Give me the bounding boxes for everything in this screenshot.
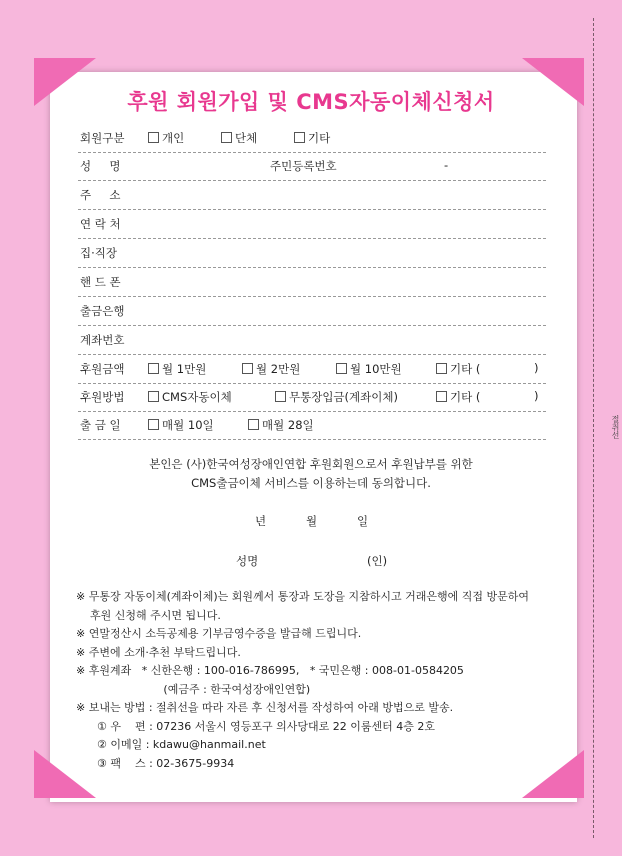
method-row xyxy=(78,383,546,412)
month-label: 월 xyxy=(306,514,318,528)
note-line: ③ 팩 스 : 02-3675-9934 xyxy=(76,756,235,770)
note-line: ※ 무통장 자동이체(계좌이체)는 회원께서 통장과 도장을 지참하시고 거래은행에 직접 방문하여 xyxy=(76,590,530,603)
cut-line-label: 절취선 xyxy=(611,415,620,439)
withdraw-day-28-option[interactable]: 매월 28일 xyxy=(248,417,314,433)
note-line: ※ 보내는 방법 : 절취선을 따라 자른 후 신청서를 작성하여 아래 방법으로 발송. xyxy=(76,701,454,714)
bank-row[interactable] xyxy=(78,297,546,326)
checkbox-icon[interactable] xyxy=(248,419,259,430)
withdraw-day-10-option[interactable]: 매월 10일 xyxy=(148,417,214,433)
checkbox-icon[interactable] xyxy=(436,391,447,402)
method-cms-option[interactable]: CMS자동이체 xyxy=(148,389,232,405)
withdraw-day-row xyxy=(78,411,546,440)
checkbox-icon[interactable] xyxy=(221,132,232,143)
amount-other-option[interactable]: 기타 ( xyxy=(436,361,480,377)
mobile-row[interactable] xyxy=(78,268,546,297)
method-label: 후원방법 xyxy=(80,390,125,404)
name-label: 성 명 xyxy=(80,159,121,173)
member-type-individual-option[interactable]: 개인 xyxy=(148,130,184,146)
checkbox-icon[interactable] xyxy=(294,132,305,143)
note-line: 후원 신청해 주시면 됩니다. xyxy=(76,608,221,622)
checkbox-icon[interactable] xyxy=(148,419,159,430)
checkbox-icon[interactable] xyxy=(148,132,159,143)
withdraw-day-label: 출 금 일 xyxy=(80,418,121,432)
account-label: 계좌번호 xyxy=(80,333,125,347)
cut-line xyxy=(593,18,594,838)
amount-100k-option[interactable]: 월 10만원 xyxy=(336,361,402,377)
method-other-close: ) xyxy=(534,389,539,403)
amount-10k-option[interactable]: 월 1만원 xyxy=(148,361,206,377)
account-row[interactable] xyxy=(78,326,546,355)
consent-line-2: CMS출금이체 서비스를 이용하는데 동의합니다. xyxy=(191,476,431,490)
bank-label: 출금은행 xyxy=(80,304,125,318)
name-row[interactable] xyxy=(78,152,546,181)
address-row[interactable] xyxy=(78,181,546,210)
contact-row[interactable] xyxy=(78,210,546,239)
member-type-other-option[interactable]: 기타 xyxy=(294,130,330,146)
consent-line-1: 본인은 (사)한국여성장애인연합 후원회원으로서 후원납부를 위한 xyxy=(149,457,473,471)
checkbox-icon[interactable] xyxy=(148,391,159,402)
rrn-label: 주민등록번호 xyxy=(270,159,337,173)
note-line: (예금주 : 한국여성장애인연합) xyxy=(76,682,311,696)
member-type-row xyxy=(78,124,546,153)
note-line: ※ 주변에 소개·추천 부탁드립니다. xyxy=(76,645,241,659)
member-type-label: 회원구분 xyxy=(80,131,125,145)
note-line: ② 이메일 : kdawu@hanmail.net xyxy=(76,738,266,751)
notes-section xyxy=(76,588,529,773)
checkbox-icon[interactable] xyxy=(148,363,159,374)
checkbox-icon[interactable] xyxy=(436,363,447,374)
work-row[interactable] xyxy=(78,239,546,268)
member-type-group-option[interactable]: 단체 xyxy=(221,130,257,146)
address-label: 주 소 xyxy=(80,188,121,202)
corner-decoration xyxy=(522,750,584,798)
rrn-dash: - xyxy=(444,158,449,172)
note-line: ① 우 편 : 07236 서울시 영등포구 의사당대로 22 이룸센터 4층 2호 xyxy=(76,719,436,733)
checkbox-icon[interactable] xyxy=(242,363,253,374)
year-label: 년 xyxy=(255,514,267,528)
signature-label: 성명 xyxy=(236,554,259,568)
day-label: 일 xyxy=(357,514,369,528)
amount-20k-option[interactable]: 월 2만원 xyxy=(242,361,300,377)
amount-other-close: ) xyxy=(534,361,539,375)
checkbox-icon[interactable] xyxy=(275,391,286,402)
method-transfer-option[interactable]: 무통장입금(계좌이체) xyxy=(275,389,398,405)
note-line: ※ 후원계좌 * 신한은행 : 100-016-786995, * 국민은행 : 008-01-0584205 xyxy=(76,664,464,677)
seal-label: (인) xyxy=(367,554,388,568)
work-label: 집·직장 xyxy=(80,246,117,260)
method-other-option[interactable]: 기타 ( xyxy=(436,389,480,405)
checkbox-icon[interactable] xyxy=(336,363,347,374)
amount-row xyxy=(78,355,546,384)
contact-label: 연 락 처 xyxy=(80,217,121,231)
mobile-label: 핸 드 폰 xyxy=(80,275,121,289)
amount-label: 후원금액 xyxy=(80,362,125,376)
form-title: 후원 회원가입 및 CMS자동이체신청서 xyxy=(127,90,495,114)
note-line: ※ 연말정산시 소득공제용 기부금영수증을 발급해 드립니다. xyxy=(76,627,362,640)
